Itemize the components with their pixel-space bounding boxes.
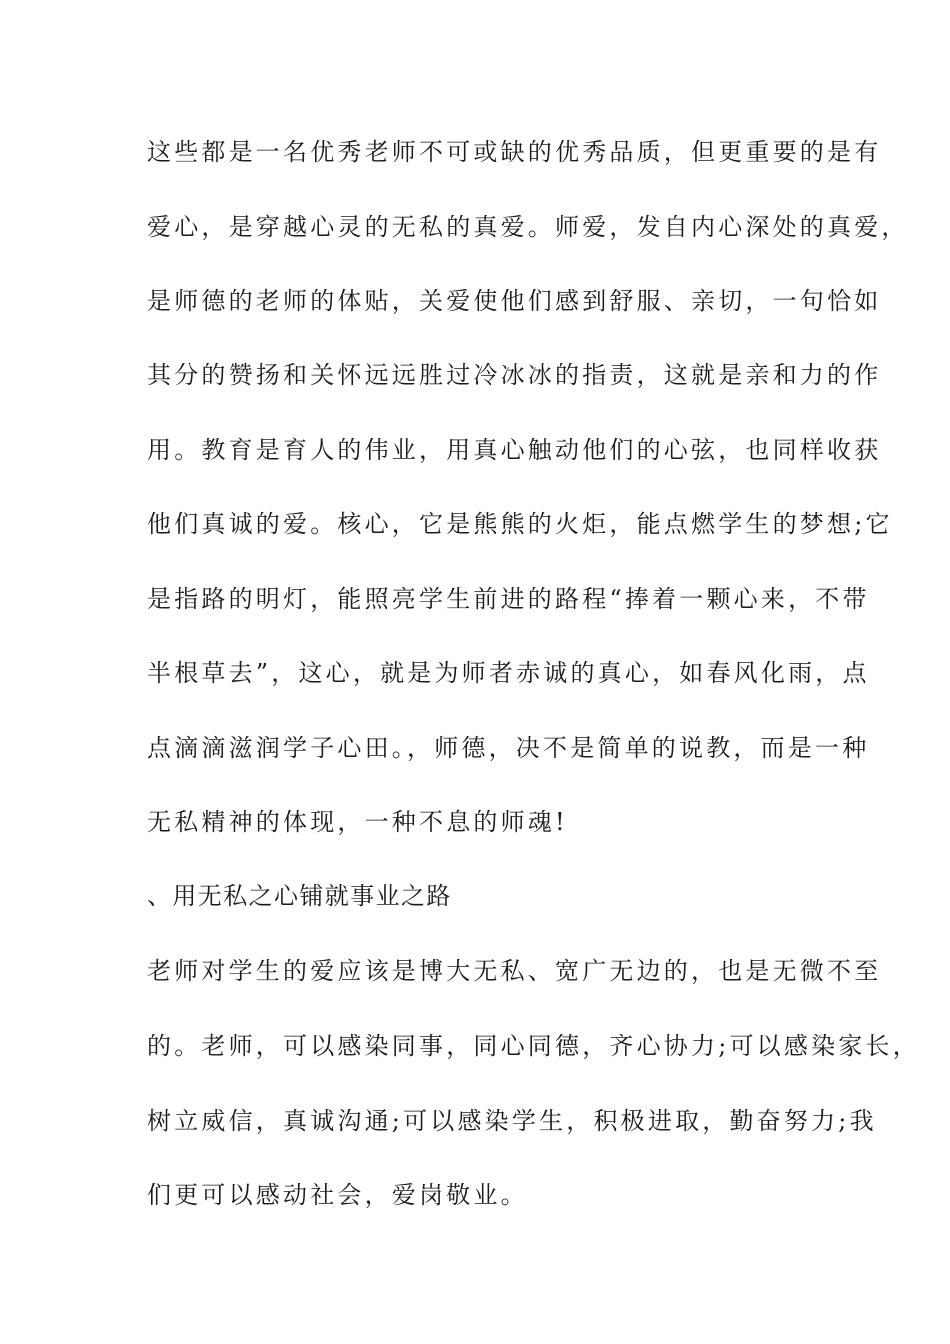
paragraph-line: 这些都是一名优秀老师不可或缺的优秀品质，但更重要的是有 bbox=[147, 138, 882, 166]
paragraph-line: 老师对学生的爱应该是博大无私、宽广无边的，也是无微不至 bbox=[147, 957, 882, 985]
paragraph-line: 点滴滴滋润学子心田。，师德，决不是简单的说教，而是一种 bbox=[147, 734, 870, 762]
paragraph-line: 用。教育是育人的伟业，用真心触动他们的心弦，也同样收获 bbox=[147, 436, 882, 464]
section-heading: 、用无私之心铺就事业之路 bbox=[147, 882, 452, 910]
paragraph-line: 其分的赞扬和关怀远远胜过冷冰冰的指责，这就是亲和力的作 bbox=[147, 361, 882, 389]
paragraph-line: 是师德的老师的体贴，关爱使他们感到舒服、亲切，一句恰如 bbox=[147, 287, 882, 315]
paragraph-line: 无私精神的体现，一种不息的师魂! bbox=[147, 808, 568, 836]
paragraph-line: 树立威信，真诚沟通;可以感染学生，积极进取，勤奋努力;我 bbox=[147, 1107, 877, 1135]
paragraph-line: 的。老师，可以感染同事，同心同德，齐心协力;可以感染家长， bbox=[147, 1032, 920, 1060]
paragraph-line: 是指路的明灯，能照亮学生前进的路程“捧着一颗心来，不带 bbox=[147, 585, 870, 613]
paragraph-line: 爱心，是穿越心灵的无私的真爱。师爱，发自内心深处的真爱， bbox=[147, 213, 909, 241]
paragraph-line: 他们真诚的爱。核心，它是熊熊的火炬，能点燃学生的梦想;它 bbox=[147, 510, 893, 538]
paragraph-line: 们更可以感动社会，爱岗敬业。 bbox=[147, 1181, 528, 1209]
paragraph-line: 半根草去”，这心，就是为师者赤诚的真心，如春风化雨，点 bbox=[147, 659, 870, 687]
